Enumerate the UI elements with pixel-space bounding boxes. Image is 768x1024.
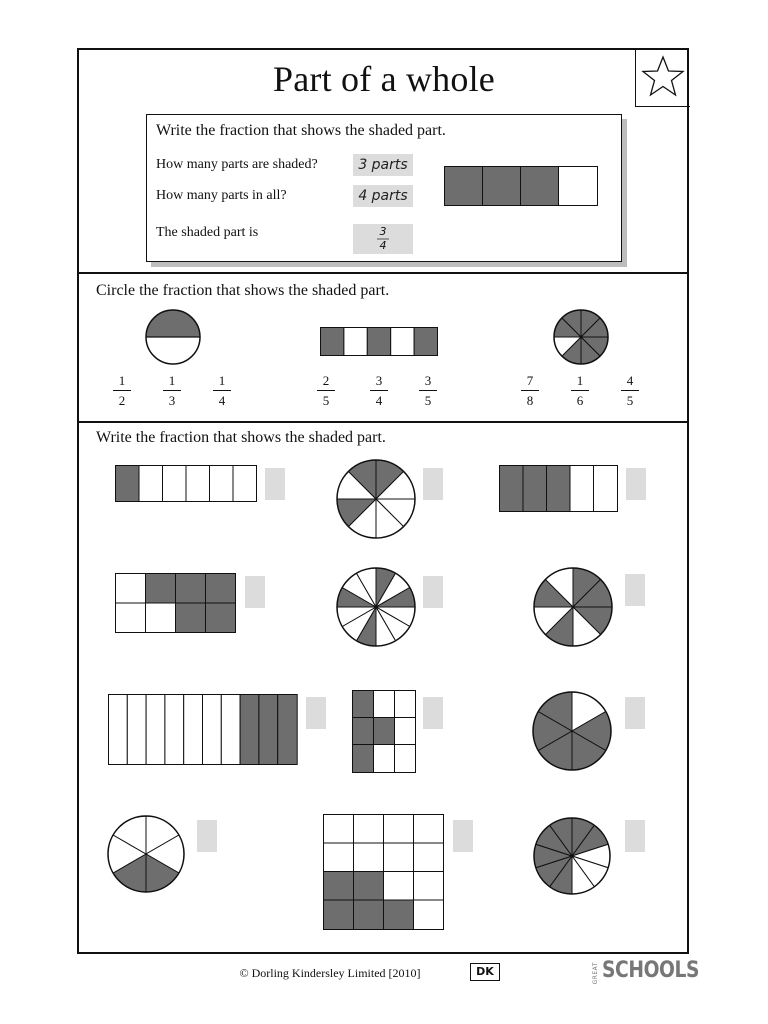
- section-divider: [79, 272, 687, 274]
- grid-ninths-figure: [352, 690, 416, 773]
- example-bar-figure: [444, 166, 599, 206]
- section1-instruction: Circle the fraction that shows the shaded part.: [96, 282, 390, 299]
- choice-fraction[interactable]: 3 5: [416, 373, 440, 408]
- bar-fifths-figure: [499, 465, 619, 512]
- answer-box[interactable]: [625, 574, 645, 606]
- example-instruction: Write the fraction that shows the shaded part.: [156, 122, 446, 139]
- star-badge: [635, 50, 690, 107]
- circle-eighths-figure: [336, 459, 416, 539]
- circle-twelfths-figure: [336, 567, 416, 647]
- section-divider: [79, 421, 687, 423]
- answer-box[interactable]: [423, 697, 443, 729]
- grid-eighths-figure: [115, 573, 236, 633]
- circle-half-figure: [145, 309, 201, 365]
- answer-box[interactable]: [626, 468, 646, 500]
- bar-sixths-figure: [115, 465, 257, 502]
- copyright-notice: © Dorling Kindersley Limited [2010]: [239, 966, 421, 980]
- answer-box[interactable]: [245, 576, 265, 608]
- bar-five-figure: [320, 327, 438, 357]
- choice-fraction[interactable]: 3 4: [367, 373, 391, 408]
- choice-fraction[interactable]: 2 5: [314, 373, 338, 408]
- choice-fraction[interactable]: 1 3: [160, 373, 184, 408]
- circle-sixths-figure: [532, 691, 612, 771]
- dk-logo: DK: [470, 963, 500, 981]
- star-icon: [636, 50, 690, 106]
- choice-fraction[interactable]: 1 6: [568, 373, 592, 408]
- circle-eighths-figure: [533, 567, 613, 647]
- question-parts-total: How many parts in all?: [156, 188, 287, 203]
- page-title: Part of a whole: [273, 59, 495, 99]
- answer-box[interactable]: [625, 697, 645, 729]
- bar-tenths-figure: [108, 694, 298, 765]
- answer-box[interactable]: [306, 697, 326, 729]
- answer-box[interactable]: [423, 468, 443, 500]
- circle-eighths-figure: [553, 309, 609, 365]
- answer-box[interactable]: [423, 576, 443, 608]
- circle-sixths-figure: [107, 815, 185, 893]
- fraction-numerator: 3: [379, 225, 387, 238]
- answer-box[interactable]: [265, 468, 285, 500]
- grid-sixteenths-figure: [323, 814, 444, 930]
- answer-box[interactable]: [453, 820, 473, 852]
- answer-shaded-fraction: [353, 224, 413, 254]
- question-parts-shaded: How many parts are shaded?: [156, 157, 318, 172]
- question-shaded-fraction: The shaded part is: [156, 225, 259, 240]
- answer-box[interactable]: [625, 820, 645, 852]
- brand-small-text: GREAT: [592, 962, 599, 985]
- answer-box[interactable]: [197, 820, 217, 852]
- choice-fraction[interactable]: 7 8: [518, 373, 542, 408]
- circle-tenths-figure: [533, 817, 611, 895]
- greatschools-logo: SCHOOLS: [602, 958, 700, 983]
- section2-instruction: Write the fraction that shows the shaded part.: [96, 429, 386, 446]
- choice-fraction[interactable]: 1 2: [110, 373, 134, 408]
- answer-parts-shaded: 3 parts: [353, 154, 413, 176]
- answer-parts-total: 4 parts: [353, 185, 413, 207]
- fraction-denominator: 4: [379, 239, 387, 252]
- choice-fraction[interactable]: 1 4: [210, 373, 234, 408]
- choice-fraction[interactable]: 4 5: [618, 373, 642, 408]
